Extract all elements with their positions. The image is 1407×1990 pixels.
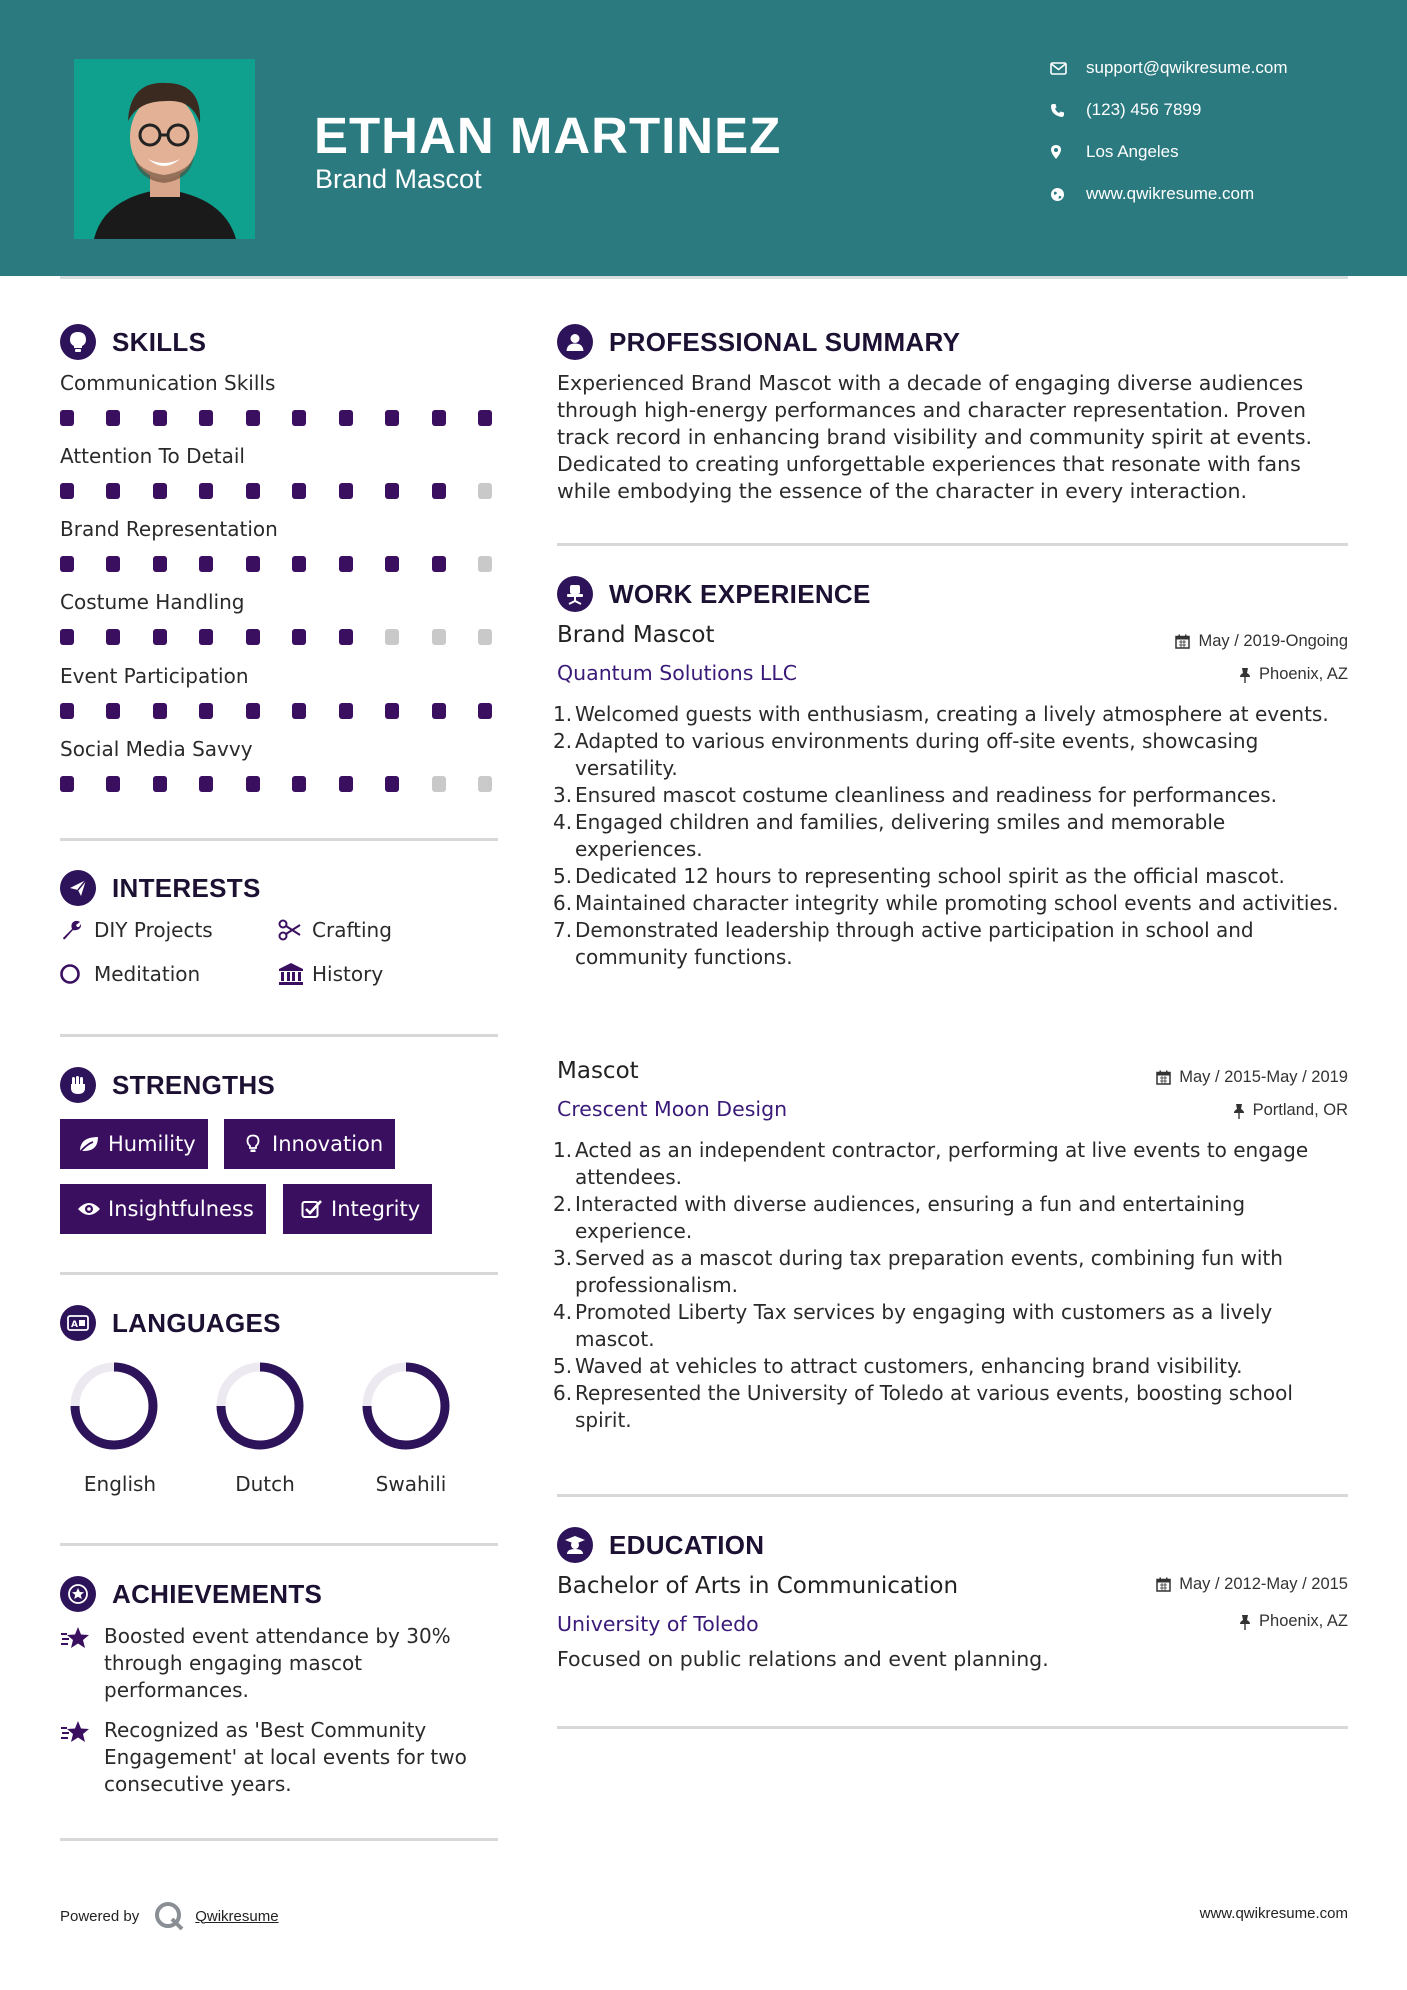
- interests-heading: INTERESTS: [60, 870, 261, 906]
- skill-dot-filled: [246, 629, 260, 645]
- skill-dot-filled: [478, 410, 492, 426]
- skill-dot-filled: [60, 629, 74, 645]
- header-divider: [60, 276, 1348, 279]
- pushpin-icon: [1239, 1614, 1251, 1630]
- skill-rating: [60, 410, 498, 426]
- contact-email[interactable]: support@qwikresume.com: [1050, 58, 1380, 78]
- bullet-number: 2.: [553, 1192, 573, 1216]
- calendar-icon: [1156, 1070, 1171, 1085]
- bullet-number: 6.: [553, 1381, 573, 1405]
- job-title: Brand Mascot: [557, 622, 715, 648]
- skill-dot-filled: [153, 703, 167, 719]
- achievements-heading: ACHIEVEMENTS: [60, 1576, 322, 1612]
- section-divider: [60, 1272, 498, 1275]
- skill-dot-filled: [199, 629, 213, 645]
- job-bullet: 2. Interacted with diverse audiences, ensuring a fun and entertaining experience.: [553, 1192, 1246, 1243]
- language-name: Dutch: [235, 1472, 295, 1496]
- bullet-number: 6.: [553, 891, 573, 915]
- phone-icon: [1050, 103, 1086, 118]
- skill-dot-filled: [292, 556, 306, 572]
- language-gauge-track: [221, 1367, 260, 1406]
- skill-dot-filled: [60, 703, 74, 719]
- resume-header: [0, 0, 1407, 276]
- interest-item: History: [278, 962, 383, 986]
- globe-icon: [1050, 187, 1086, 202]
- job-bullet: 5. Waved at vehicles to attract customers, enhancing brand visibility.: [553, 1354, 1243, 1378]
- skill-dot-filled: [339, 629, 353, 645]
- skill-dot-filled: [432, 556, 446, 572]
- job-dates: May / 2019-Ongoing: [1175, 632, 1348, 651]
- education-dates: May / 2012-May / 2015: [1156, 1575, 1348, 1594]
- circle-icon: [60, 963, 94, 985]
- education-description: Focused on public relations and event planning.: [557, 1647, 1049, 1671]
- check-square-icon: [293, 1199, 331, 1219]
- footer-website[interactable]: www.qwikresume.com: [1199, 1905, 1348, 1922]
- skill-dot-filled: [106, 410, 120, 426]
- skill-dot-filled: [153, 483, 167, 499]
- interest-item: Meditation: [60, 962, 200, 986]
- skill-dot-filled: [246, 556, 260, 572]
- graduate-icon: [557, 1527, 593, 1563]
- skill-dot-filled: [106, 556, 120, 572]
- skill-rating: [60, 629, 498, 645]
- skill-dot-filled: [339, 776, 353, 792]
- wrench-icon: [60, 919, 94, 941]
- skill-dot-filled: [153, 776, 167, 792]
- school-name: University of Toledo: [557, 1612, 759, 1636]
- job-bullet: 5. Dedicated 12 hours to representing school spirit as the official mascot.: [553, 864, 1285, 888]
- skill-dot-filled: [432, 483, 446, 499]
- language-name: Swahili: [375, 1472, 447, 1496]
- summary-heading: PROFESSIONAL SUMMARY: [557, 324, 960, 360]
- skill-dot-filled: [339, 483, 353, 499]
- skill-dot-filled: [478, 703, 492, 719]
- job-bullet: 3. Served as a mascot during tax preparation events, combining fun with professionalism.: [553, 1246, 1283, 1297]
- hand-fist-icon: [60, 1067, 96, 1103]
- skill-name: Communication Skills: [60, 371, 276, 395]
- star-icon: [60, 1717, 104, 1798]
- qwikresume-link[interactable]: Qwikresume: [195, 1907, 279, 1925]
- skill-dot-filled: [385, 703, 399, 719]
- job-bullet: 6. Maintained character integrity while promoting school events and activities.: [553, 891, 1339, 915]
- skill-dot-filled: [432, 410, 446, 426]
- skill-dot-filled: [385, 410, 399, 426]
- museum-icon: [278, 962, 312, 986]
- bullet-number: 4.: [553, 1300, 573, 1324]
- skill-dot-filled: [385, 483, 399, 499]
- skill-dot-filled: [106, 629, 120, 645]
- skill-name: Social Media Savvy: [60, 737, 253, 761]
- section-divider: [60, 1034, 498, 1037]
- section-divider: [60, 1838, 498, 1841]
- section-divider: [557, 1726, 1348, 1729]
- job-bullet: 7. Demonstrated leadership through active participation in school and community functions.: [553, 918, 1254, 969]
- bullet-number: 5.: [553, 1354, 573, 1378]
- skill-dot-filled: [106, 776, 120, 792]
- candidate-role: Brand Mascot: [315, 164, 482, 194]
- strength-badge: Insightfulness: [60, 1184, 266, 1234]
- user-icon: [557, 324, 593, 360]
- contact-phone[interactable]: (123) 456 7899: [1050, 100, 1380, 120]
- job-bullet: 6. Represented the University of Toledo at various events, boosting school spirit.: [553, 1381, 1293, 1432]
- bullet-number: 1.: [553, 702, 573, 726]
- bullet-number: 3.: [553, 1246, 573, 1270]
- skill-dot-filled: [339, 410, 353, 426]
- interest-item: Crafting: [278, 918, 392, 942]
- skill-dot-filled: [153, 410, 167, 426]
- skill-dot-filled: [292, 703, 306, 719]
- skill-rating: [60, 556, 498, 572]
- section-divider: [557, 1494, 1348, 1497]
- job-dates: May / 2015-May / 2019: [1156, 1068, 1348, 1087]
- skill-dot-filled: [199, 410, 213, 426]
- skill-dot-filled: [246, 703, 260, 719]
- contact-website[interactable]: www.qwikresume.com: [1050, 184, 1380, 204]
- lightbulb-icon: [234, 1134, 272, 1154]
- bullet-number: 1.: [553, 1138, 573, 1162]
- job-bullet: 4. Promoted Liberty Tax services by engaging with customers as a lively mascot.: [553, 1300, 1273, 1351]
- star-icon: [60, 1623, 104, 1704]
- skill-dot-filled: [106, 703, 120, 719]
- degree-title: Bachelor of Arts in Communication: [557, 1573, 959, 1599]
- skill-name: Brand Representation: [60, 517, 278, 541]
- skill-dot-filled: [246, 483, 260, 499]
- skill-dot-filled: [60, 556, 74, 572]
- job-bullet: 1. Welcomed guests with enthusiasm, creating a lively atmosphere at events.: [553, 702, 1329, 726]
- scissors-icon: [278, 919, 312, 941]
- skill-dot-filled: [292, 410, 306, 426]
- job-company: Crescent Moon Design: [557, 1097, 788, 1121]
- skill-dot-filled: [199, 776, 213, 792]
- skill-dot-empty: [478, 483, 492, 499]
- bullet-number: 5.: [553, 864, 573, 888]
- leaf-icon: [70, 1134, 108, 1154]
- job-bullets: [553, 1137, 1353, 1434]
- skill-dot-filled: [153, 556, 167, 572]
- skill-dot-filled: [292, 483, 306, 499]
- office-chair-icon: [557, 576, 593, 612]
- strength-badge: Integrity: [283, 1184, 432, 1234]
- calendar-icon: [1175, 634, 1190, 649]
- skill-dot-filled: [292, 776, 306, 792]
- skill-dot-empty: [432, 776, 446, 792]
- skill-dot-filled: [199, 483, 213, 499]
- qwikresume-logo-icon: [153, 1900, 185, 1932]
- skill-dot-filled: [246, 776, 260, 792]
- skill-dot-empty: [478, 556, 492, 572]
- skill-dot-empty: [478, 776, 492, 792]
- star-badge-icon: [60, 1576, 96, 1612]
- skill-name: Event Participation: [60, 664, 249, 688]
- job-location: Portland, OR: [1233, 1101, 1348, 1120]
- job-bullets: [553, 701, 1353, 971]
- paper-plane-icon: [60, 870, 96, 906]
- language-gauges: [60, 1352, 500, 1462]
- map-pin-icon: [1050, 144, 1086, 160]
- skill-dot-filled: [106, 483, 120, 499]
- skill-dot-filled: [60, 410, 74, 426]
- skill-rating: [60, 776, 498, 792]
- skill-rating: [60, 703, 498, 719]
- section-divider: [60, 838, 498, 841]
- skill-name: Attention To Detail: [60, 444, 245, 468]
- skill-dot-empty: [385, 629, 399, 645]
- eye-icon: [70, 1201, 108, 1217]
- envelope-icon: [1050, 62, 1086, 75]
- job-title: Mascot: [557, 1058, 639, 1084]
- skill-dot-filled: [199, 703, 213, 719]
- interest-item: DIY Projects: [60, 918, 213, 942]
- education-heading: EDUCATION: [557, 1527, 764, 1563]
- skill-dot-filled: [246, 410, 260, 426]
- skill-dot-empty: [478, 629, 492, 645]
- job-bullet: 4. Engaged children and families, delivering smiles and memorable experiences.: [553, 810, 1226, 861]
- skill-rating: [60, 483, 498, 499]
- strength-badge: Innovation: [224, 1119, 395, 1169]
- skill-dot-filled: [385, 556, 399, 572]
- language-name: English: [83, 1472, 157, 1496]
- pushpin-icon: [1233, 1103, 1245, 1119]
- skill-dot-filled: [432, 703, 446, 719]
- bullet-number: 2.: [553, 729, 573, 753]
- section-divider: [60, 1543, 498, 1546]
- skill-dot-filled: [339, 556, 353, 572]
- skill-dot-filled: [60, 483, 74, 499]
- bullet-number: 7.: [553, 918, 573, 942]
- job-bullet: 3. Ensured mascot costume cleanliness and readiness for performances.: [553, 783, 1278, 807]
- svg-text:A: A: [71, 1320, 79, 1330]
- achievement-item: Boosted event attendance by 30% through engaging mascot performances.: [60, 1623, 500, 1704]
- skill-dot-filled: [199, 556, 213, 572]
- skill-dot-filled: [153, 629, 167, 645]
- education-location: Phoenix, AZ: [1239, 1612, 1348, 1631]
- lightbulb-icon: [60, 324, 96, 360]
- language-gauge-track: [75, 1367, 114, 1406]
- profile-photo: [74, 59, 255, 239]
- footer-powered-by: Powered by Qwikresume: [60, 1900, 279, 1932]
- job-bullet: 2. Adapted to various environments during off-site events, showcasing versatility.: [553, 729, 1259, 780]
- job-bullet: 1. Acted as an independent contractor, performing at live events to engage attendees.: [553, 1138, 1309, 1189]
- job-company: Quantum Solutions LLC: [557, 661, 798, 685]
- skill-dot-filled: [385, 776, 399, 792]
- candidate-name: ETHAN MARTINEZ: [314, 107, 782, 164]
- job-location: Phoenix, AZ: [1239, 665, 1348, 684]
- achievement-item: Recognized as 'Best Community Engagement' at local events for two consecutive years.: [60, 1717, 500, 1798]
- bullet-number: 3.: [553, 783, 573, 807]
- skills-heading: SKILLS: [60, 324, 206, 360]
- language-card-icon: [60, 1305, 96, 1341]
- skill-dot-filled: [60, 776, 74, 792]
- languages-heading: A LANGUAGES: [60, 1305, 281, 1341]
- skill-dot-filled: [292, 629, 306, 645]
- contact-location: Los Angeles: [1050, 142, 1380, 162]
- bullet-number: 4.: [553, 810, 573, 834]
- strength-badge: Humility: [60, 1119, 208, 1169]
- summary-text: Experienced Brand Mascot with a decade of engaging diverse audiences through high-energy performances and character representation. Proven track record in enhancing brand visibility and community spirit at events. Dedicated to creating unforgettable experiences that resonate with fans while embodying the essence of the character in every interaction.: [557, 371, 1313, 503]
- skill-name: Costume Handling: [60, 590, 245, 614]
- work-experience-heading: WORK EXPERIENCE: [557, 576, 871, 612]
- skill-dot-empty: [432, 629, 446, 645]
- language-gauge-track: [367, 1367, 406, 1406]
- calendar-icon: [1156, 1577, 1171, 1592]
- strengths-heading: STRENGTHS: [60, 1067, 275, 1103]
- section-divider: [557, 543, 1348, 546]
- pushpin-icon: [1239, 667, 1251, 683]
- skill-dot-filled: [339, 703, 353, 719]
